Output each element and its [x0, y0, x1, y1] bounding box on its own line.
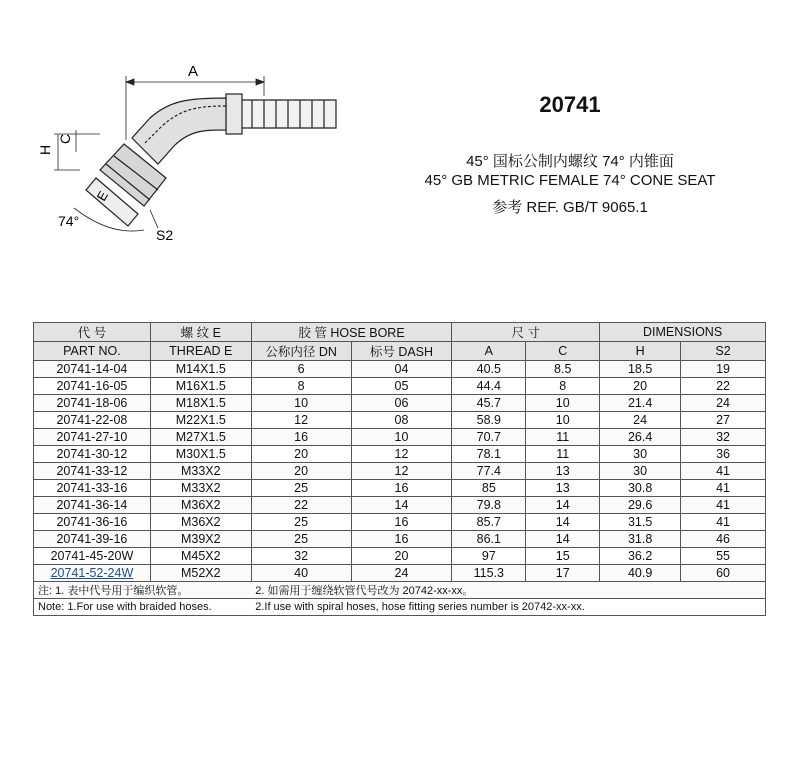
cell-dim-c: 10	[526, 395, 600, 412]
cell-part-no: 20741-33-16	[34, 480, 151, 497]
cell-dim-c: 8.5	[526, 361, 600, 378]
cell-thread: M52X2	[150, 565, 251, 582]
cell-dim-h: 30	[600, 463, 681, 480]
cell-thread: M36X2	[150, 514, 251, 531]
cell-dash: 10	[351, 429, 452, 446]
header-row-1	[34, 323, 766, 342]
cell-dim-s2: 41	[681, 514, 766, 531]
cell-dash: 16	[351, 514, 452, 531]
cell-dn: 32	[251, 548, 351, 565]
table-row	[34, 429, 766, 446]
cell-dim-h: 18.5	[600, 361, 681, 378]
cell-dim-h: 40.9	[600, 565, 681, 582]
cell-part-no: 20741-45-20W	[34, 548, 151, 565]
product-code: 20741	[539, 92, 601, 117]
cell-dash: 12	[351, 446, 452, 463]
cell-dim-h: 24	[600, 412, 681, 429]
cell-dim-h: 26.4	[600, 429, 681, 446]
cell-dash: 08	[351, 412, 452, 429]
cell-thread: M39X2	[150, 531, 251, 548]
cell-dim-h: 31.5	[600, 514, 681, 531]
cell-dim-h: 31.8	[600, 531, 681, 548]
cell-dim-c: 10	[526, 412, 600, 429]
col-dash: 标号 DASH	[351, 342, 452, 361]
cell-part-no[interactable]: 20741-52-24W	[34, 565, 151, 582]
col-thread-cn: 螺 纹 E	[150, 323, 251, 342]
dim-label-s2: S2	[156, 227, 174, 243]
cell-dim-c: 11	[526, 446, 600, 463]
cell-part-no: 20741-22-08	[34, 412, 151, 429]
cell-thread: M33X2	[150, 480, 251, 497]
cell-dim-h: 36.2	[600, 548, 681, 565]
cell-thread: M27X1.5	[150, 429, 251, 446]
cell-dim-s2: 41	[681, 480, 766, 497]
cell-dim-s2: 24	[681, 395, 766, 412]
col-h: H	[600, 342, 681, 361]
cell-dn: 6	[251, 361, 351, 378]
cell-part-no: 20741-16-05	[34, 378, 151, 395]
cell-dim-c: 14	[526, 531, 600, 548]
cell-dash: 04	[351, 361, 452, 378]
col-thread-en: THREAD E	[150, 342, 251, 361]
col-part-cn: 代 号	[34, 323, 151, 342]
cell-dim-h: 20	[600, 378, 681, 395]
notes-row-en	[34, 599, 766, 616]
cell-dn: 40	[251, 565, 351, 582]
dim-label-e: E	[93, 188, 111, 204]
note-cn-1: 注: 1. 表中代号用于编织软管。	[34, 582, 252, 599]
cell-dim-c: 14	[526, 514, 600, 531]
cell-dim-h: 30.8	[600, 480, 681, 497]
col-s2: S2	[681, 342, 766, 361]
cell-dim-h: 21.4	[600, 395, 681, 412]
product-desc-en: 45° GB METRIC FEMALE 74° CONE SEAT	[424, 172, 716, 189]
cell-part-no: 20741-36-16	[34, 514, 151, 531]
col-a: A	[452, 342, 526, 361]
cell-dim-a: 40.5	[452, 361, 526, 378]
cell-thread: M14X1.5	[150, 361, 251, 378]
cell-dim-a: 70.7	[452, 429, 526, 446]
cell-dim-s2: 22	[681, 378, 766, 395]
product-desc-cn: 45° 国标公制内螺纹 74° 内锥面	[466, 153, 674, 170]
col-dims-en: DIMENSIONS	[600, 323, 766, 342]
cell-dim-c: 8	[526, 378, 600, 395]
dim-label-a: A	[187, 63, 199, 80]
cell-dim-c: 11	[526, 429, 600, 446]
cell-part-no: 20741-39-16	[34, 531, 151, 548]
dim-label-c: C	[57, 133, 73, 144]
dim-label-h: H	[37, 144, 53, 155]
cell-dim-a: 79.8	[452, 497, 526, 514]
fitting-diagram	[37, 60, 350, 243]
cell-dim-s2: 19	[681, 361, 766, 378]
cell-dim-a: 77.4	[452, 463, 526, 480]
cell-dim-c: 15	[526, 548, 600, 565]
cell-dash: 20	[351, 548, 452, 565]
table-row	[34, 463, 766, 480]
ferrule-collar	[226, 94, 242, 134]
cell-dim-s2: 41	[681, 463, 766, 480]
cell-dim-c: 13	[526, 480, 600, 497]
cell-dash: 24	[351, 565, 452, 582]
cell-part-no: 20741-27-10	[34, 429, 151, 446]
cell-dim-a: 45.7	[452, 395, 526, 412]
table-body	[34, 361, 766, 582]
cell-dim-a: 115.3	[452, 565, 526, 582]
cell-dim-a: 85.7	[452, 514, 526, 531]
cell-dash: 05	[351, 378, 452, 395]
cell-part-no: 20741-30-12	[34, 446, 151, 463]
col-hose-bore: 胶 管 HOSE BORE	[251, 323, 452, 342]
table-row	[34, 497, 766, 514]
note-en-1: Note: 1.For use with braided hoses.	[34, 599, 252, 616]
cell-dn: 12	[251, 412, 351, 429]
cell-thread: M18X1.5	[150, 395, 251, 412]
table-row	[34, 531, 766, 548]
cell-dim-c: 14	[526, 497, 600, 514]
cell-thread: M33X2	[150, 463, 251, 480]
cell-dim-c: 17	[526, 565, 600, 582]
cell-dn: 25	[251, 480, 351, 497]
note-cn-2: 2. 如需用于缠绕软管代号改为 20742-xx-xx。	[251, 582, 765, 599]
table-row	[34, 565, 766, 582]
table-row	[34, 412, 766, 429]
notes-row-cn	[34, 582, 766, 599]
col-c: C	[526, 342, 600, 361]
col-dims-cn: 尺 寸	[452, 323, 600, 342]
cell-part-no: 20741-33-12	[34, 463, 151, 480]
cell-dash: 16	[351, 531, 452, 548]
cell-dim-s2: 32	[681, 429, 766, 446]
cell-dn: 22	[251, 497, 351, 514]
table-row	[34, 446, 766, 463]
cell-dn: 16	[251, 429, 351, 446]
cell-dim-s2: 55	[681, 548, 766, 565]
cell-part-no: 20741-14-04	[34, 361, 151, 378]
cell-thread: M36X2	[150, 497, 251, 514]
cell-dim-s2: 36	[681, 446, 766, 463]
dim-label-angle: 74°	[58, 213, 80, 229]
cell-dash: 06	[351, 395, 452, 412]
note-en-2: 2.If use with spiral hoses, hose fitting series number is 20742-xx-xx.	[251, 599, 765, 616]
cell-dn: 10	[251, 395, 351, 412]
cell-dim-s2: 46	[681, 531, 766, 548]
cell-dn: 20	[251, 446, 351, 463]
col-part-en: PART NO.	[34, 342, 151, 361]
cell-dn: 8	[251, 378, 351, 395]
cell-dn: 25	[251, 514, 351, 531]
cell-dn: 25	[251, 531, 351, 548]
header-row-2	[34, 342, 766, 361]
cell-dim-a: 97	[452, 548, 526, 565]
cell-dim-c: 13	[526, 463, 600, 480]
spec-table	[33, 322, 766, 616]
cell-dash: 12	[351, 463, 452, 480]
cell-dn: 20	[251, 463, 351, 480]
cell-dim-s2: 27	[681, 412, 766, 429]
cell-dim-a: 86.1	[452, 531, 526, 548]
cell-thread: M22X1.5	[150, 412, 251, 429]
cell-dim-a: 58.9	[452, 412, 526, 429]
cell-dim-h: 29.6	[600, 497, 681, 514]
cell-thread: M16X1.5	[150, 378, 251, 395]
cell-dim-a: 44.4	[452, 378, 526, 395]
table-row	[34, 548, 766, 565]
elbow-body	[132, 98, 226, 164]
table-row	[34, 480, 766, 497]
cell-dash: 14	[351, 497, 452, 514]
cell-dim-a: 85	[452, 480, 526, 497]
table-row	[34, 361, 766, 378]
cell-dim-s2: 41	[681, 497, 766, 514]
cell-thread: M45X2	[150, 548, 251, 565]
cell-dim-a: 78.1	[452, 446, 526, 463]
cell-dim-h: 30	[600, 446, 681, 463]
table-row	[34, 514, 766, 531]
table-row	[34, 395, 766, 412]
product-reference: 参考 REF. GB/T 9065.1	[492, 199, 648, 216]
table-row	[34, 378, 766, 395]
cell-dim-s2: 60	[681, 565, 766, 582]
cell-part-no: 20741-36-14	[34, 497, 151, 514]
cell-dash: 16	[351, 480, 452, 497]
cell-part-no: 20741-18-06	[34, 395, 151, 412]
col-dn: 公称内径 DN	[251, 342, 351, 361]
cell-thread: M30X1.5	[150, 446, 251, 463]
